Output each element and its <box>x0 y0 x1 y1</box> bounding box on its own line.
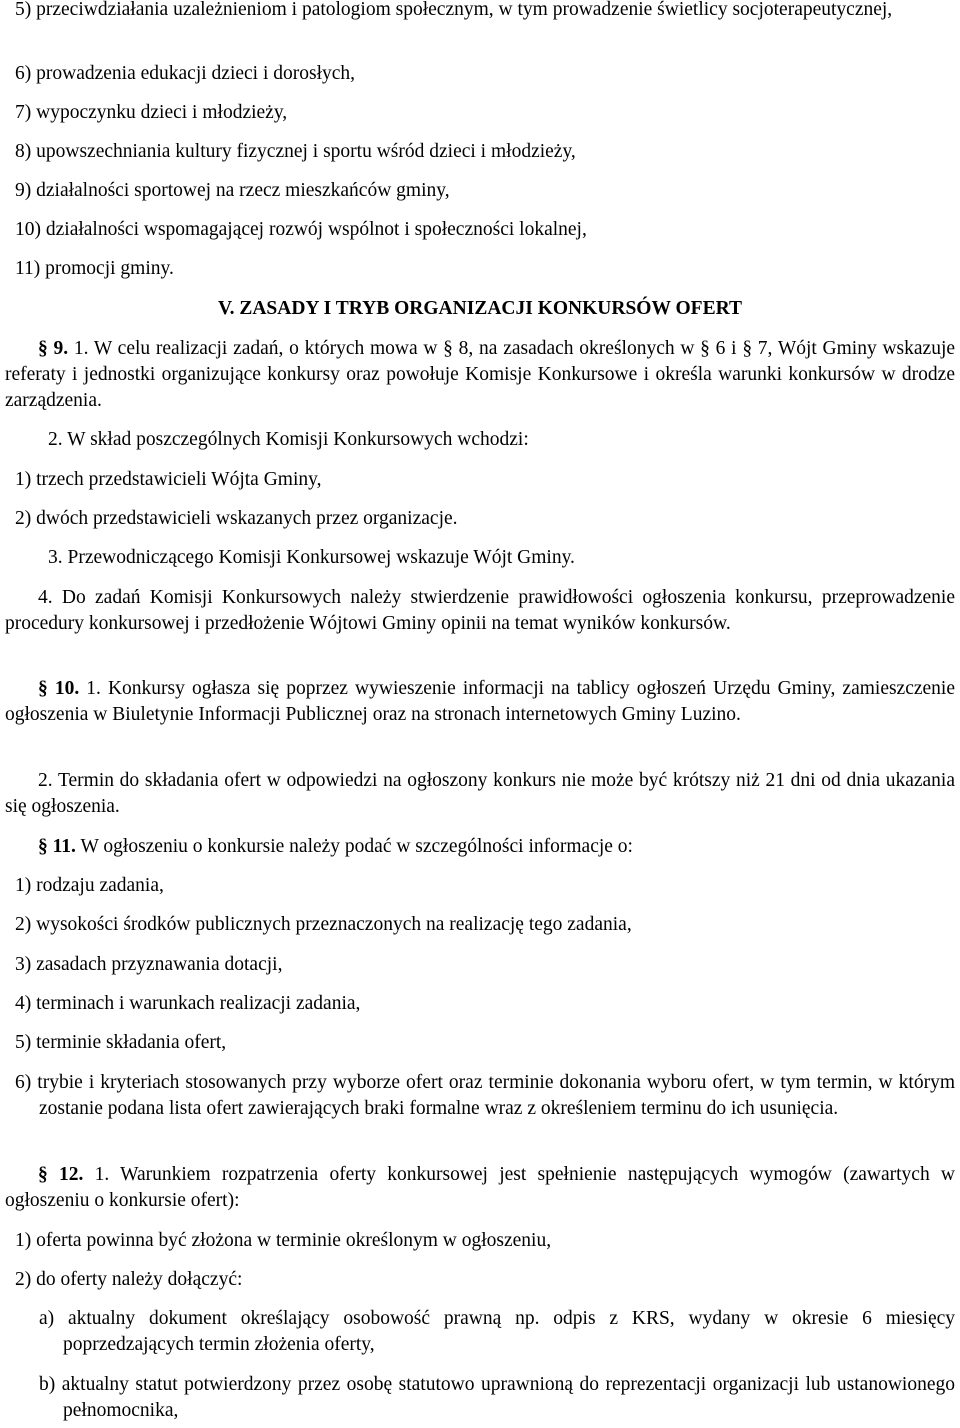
paragraph-10-2: 2. Termin do składania ofert w odpowiedzi na ogłoszony konkurs nie może być krótszy niż 21 dni od dnia ukazania się ogłoszenia. <box>5 770 955 817</box>
list-item: 3) zasadach przyznawania dotacji, <box>15 954 283 975</box>
list-item: 1) rodzaju zadania, <box>15 875 164 896</box>
list-item: 11) promocji gminy. <box>15 258 174 279</box>
paragraph-label: § 11. <box>38 836 76 857</box>
list-item: 4) terminach i warunkach realizacji zadania, <box>15 993 361 1014</box>
list-item: 10) działalności wspomagającej rozwój wspólnot i społeczności lokalnej, <box>15 219 587 240</box>
paragraph-text: W ogłoszeniu o konkursie należy podać w szczególności informacje o: <box>80 836 633 857</box>
list-item: 2) do oferty należy dołączyć: <box>15 1269 243 1290</box>
sub-list-item: a) aktualny dokument określający osobowość prawną np. odpis z KRS, wydany w okresie 6 miesięcy poprzedzających termin złożenia oferty, <box>39 1308 955 1355</box>
paragraph-text: 1. Konkursy ogłasza się poprzez wywieszenie informacji na tablicy ogłoszeń Urzędu Gminy, zamieszczenie ogłoszenia w Biuletynie Informacji Publicznej oraz na stronach internetowych Gminy Luzino. <box>5 678 956 725</box>
list-item: 5) terminie składania ofert, <box>15 1032 227 1053</box>
paragraph-12-1 <box>5 1162 955 1214</box>
paragraph-11 <box>5 834 955 860</box>
paragraph-text: 1. W celu realizacji zadań, o których mowa w § 8, na zasadach określonych w § 6 i § 7, Wójt Gminy wskazuje referaty i jednostki organizujące konkursy oraz powołuje Komisje Konkursowe i określa warunki konkursów w drodze zarządzenia. <box>5 338 956 411</box>
list-item: 6) trybie i kryteriach stosowanych przy wyborze ofert oraz terminie dokonania wyboru ofert, w tym termin, w którym zostanie podana lista ofert zawierających braki formalne wraz z określeniem terminu do ich usunięcia. <box>15 1072 955 1119</box>
paragraph-10-1 <box>5 676 955 728</box>
list-item: 7) wypoczynku dzieci i młodzieży, <box>15 102 288 123</box>
paragraph-9-1 <box>5 336 955 414</box>
section-heading: V. ZASADY I TRYB ORGANIZACJI KONKURSÓW OFERT <box>218 298 742 319</box>
list-item: 8) upowszechniania kultury fizycznej i sportu wśród dzieci i młodzieży, <box>15 141 576 162</box>
list-item: 9) działalności sportowej na rzecz mieszkańców gminy, <box>15 180 450 201</box>
paragraph-9-2: 2. W skład poszczególnych Komisji Konkursowych wchodzi: <box>48 429 529 450</box>
sub-list-item: b) aktualny statut potwierdzony przez osobę statutowo uprawnioną do reprezentacji organizacji lub ustanowionego pełnomocnika, <box>39 1374 955 1421</box>
paragraph-9-3: 3. Przewodniczącego Komisji Konkursowej wskazuje Wójt Gminy. <box>48 547 575 568</box>
list-item: 6) prowadzenia edukacji dzieci i dorosłych, <box>15 63 356 84</box>
paragraph-9-4: 4. Do zadań Komisji Konkursowych należy stwierdzenie prawidłowości ogłoszenia konkursu, przeprowadzenie procedury konkursowej i przedłożenie Wójtowi Gminy opinii na temat wyników konkursów. <box>5 587 955 634</box>
list-item: 1) trzech przedstawicieli Wójta Gminy, <box>15 469 322 490</box>
paragraph-label: § 10. <box>38 678 80 699</box>
paragraph-label: § 9. <box>38 338 69 359</box>
list-item: 1) oferta powinna być złożona w terminie określonym w ogłoszeniu, <box>15 1230 552 1251</box>
paragraph-label: § 12. <box>38 1164 84 1185</box>
list-item: 2) wysokości środków publicznych przeznaczonych na realizację tego zadania, <box>15 914 632 935</box>
list-item: 5) przeciwdziałania uzależnieniom i patologiom społecznym, w tym prowadzenie świetlicy socjoterapeutycznej, <box>15 0 893 20</box>
paragraph-text: 1. Warunkiem rozpatrzenia oferty konkursowej jest spełnienie następujących wymogów (zawartych w ogłoszeniu o konkursie ofert): <box>5 1164 956 1211</box>
list-item: 2) dwóch przedstawicieli wskazanych przez organizacje. <box>15 508 458 529</box>
